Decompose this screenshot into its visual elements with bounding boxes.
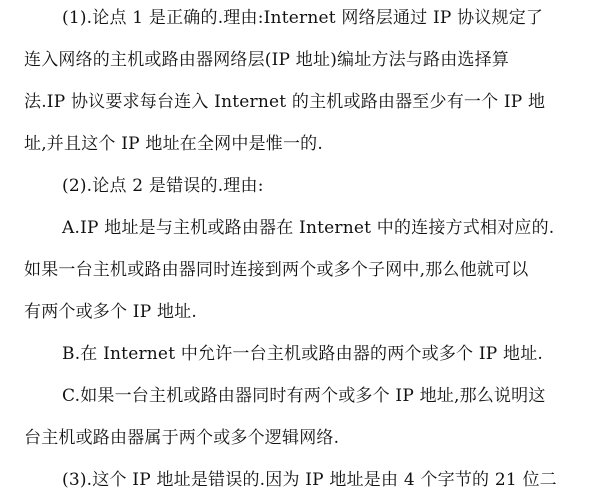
text-line: 有两个或多个 IP 地址. (24, 302, 197, 322)
text-line: (1).论点 1 是正确的.理由:Internet 网络层通过 IP 协议规定了 (62, 8, 544, 28)
text-line: A.IP 地址是与主机或路由器在 Internet 中的连接方式相对应的. (62, 218, 555, 238)
text-line: 址,并且这个 IP 地址在全网中是惟一的. (24, 134, 323, 154)
text-line: 台主机或路由器属于两个或多个逻辑网络. (24, 428, 340, 448)
text-line: C.如果一台主机或路由器同时有两个或多个 IP 地址,那么说明这 (62, 386, 546, 406)
text-line: 连入网络的主机或路由器网络层(IP 地址)编址方法与路由选择算 (24, 50, 510, 70)
text-line: 法.IP 协议要求每台连入 Internet 的主机或路由器至少有一个 IP 地 (24, 92, 546, 112)
text-line: B.在 Internet 中允许一台主机或路由器的两个或多个 IP 地址. (62, 344, 543, 364)
text-line: (3).这个 IP 地址是错误的.因为 IP 地址是由 4 个字节的 21 位二 (62, 470, 557, 490)
text-line: 如果一台主机或路由器同时连接到两个或多个子网中,那么他就可以 (24, 260, 529, 280)
text-line: (2).论点 2 是错误的.理由: (62, 176, 264, 196)
